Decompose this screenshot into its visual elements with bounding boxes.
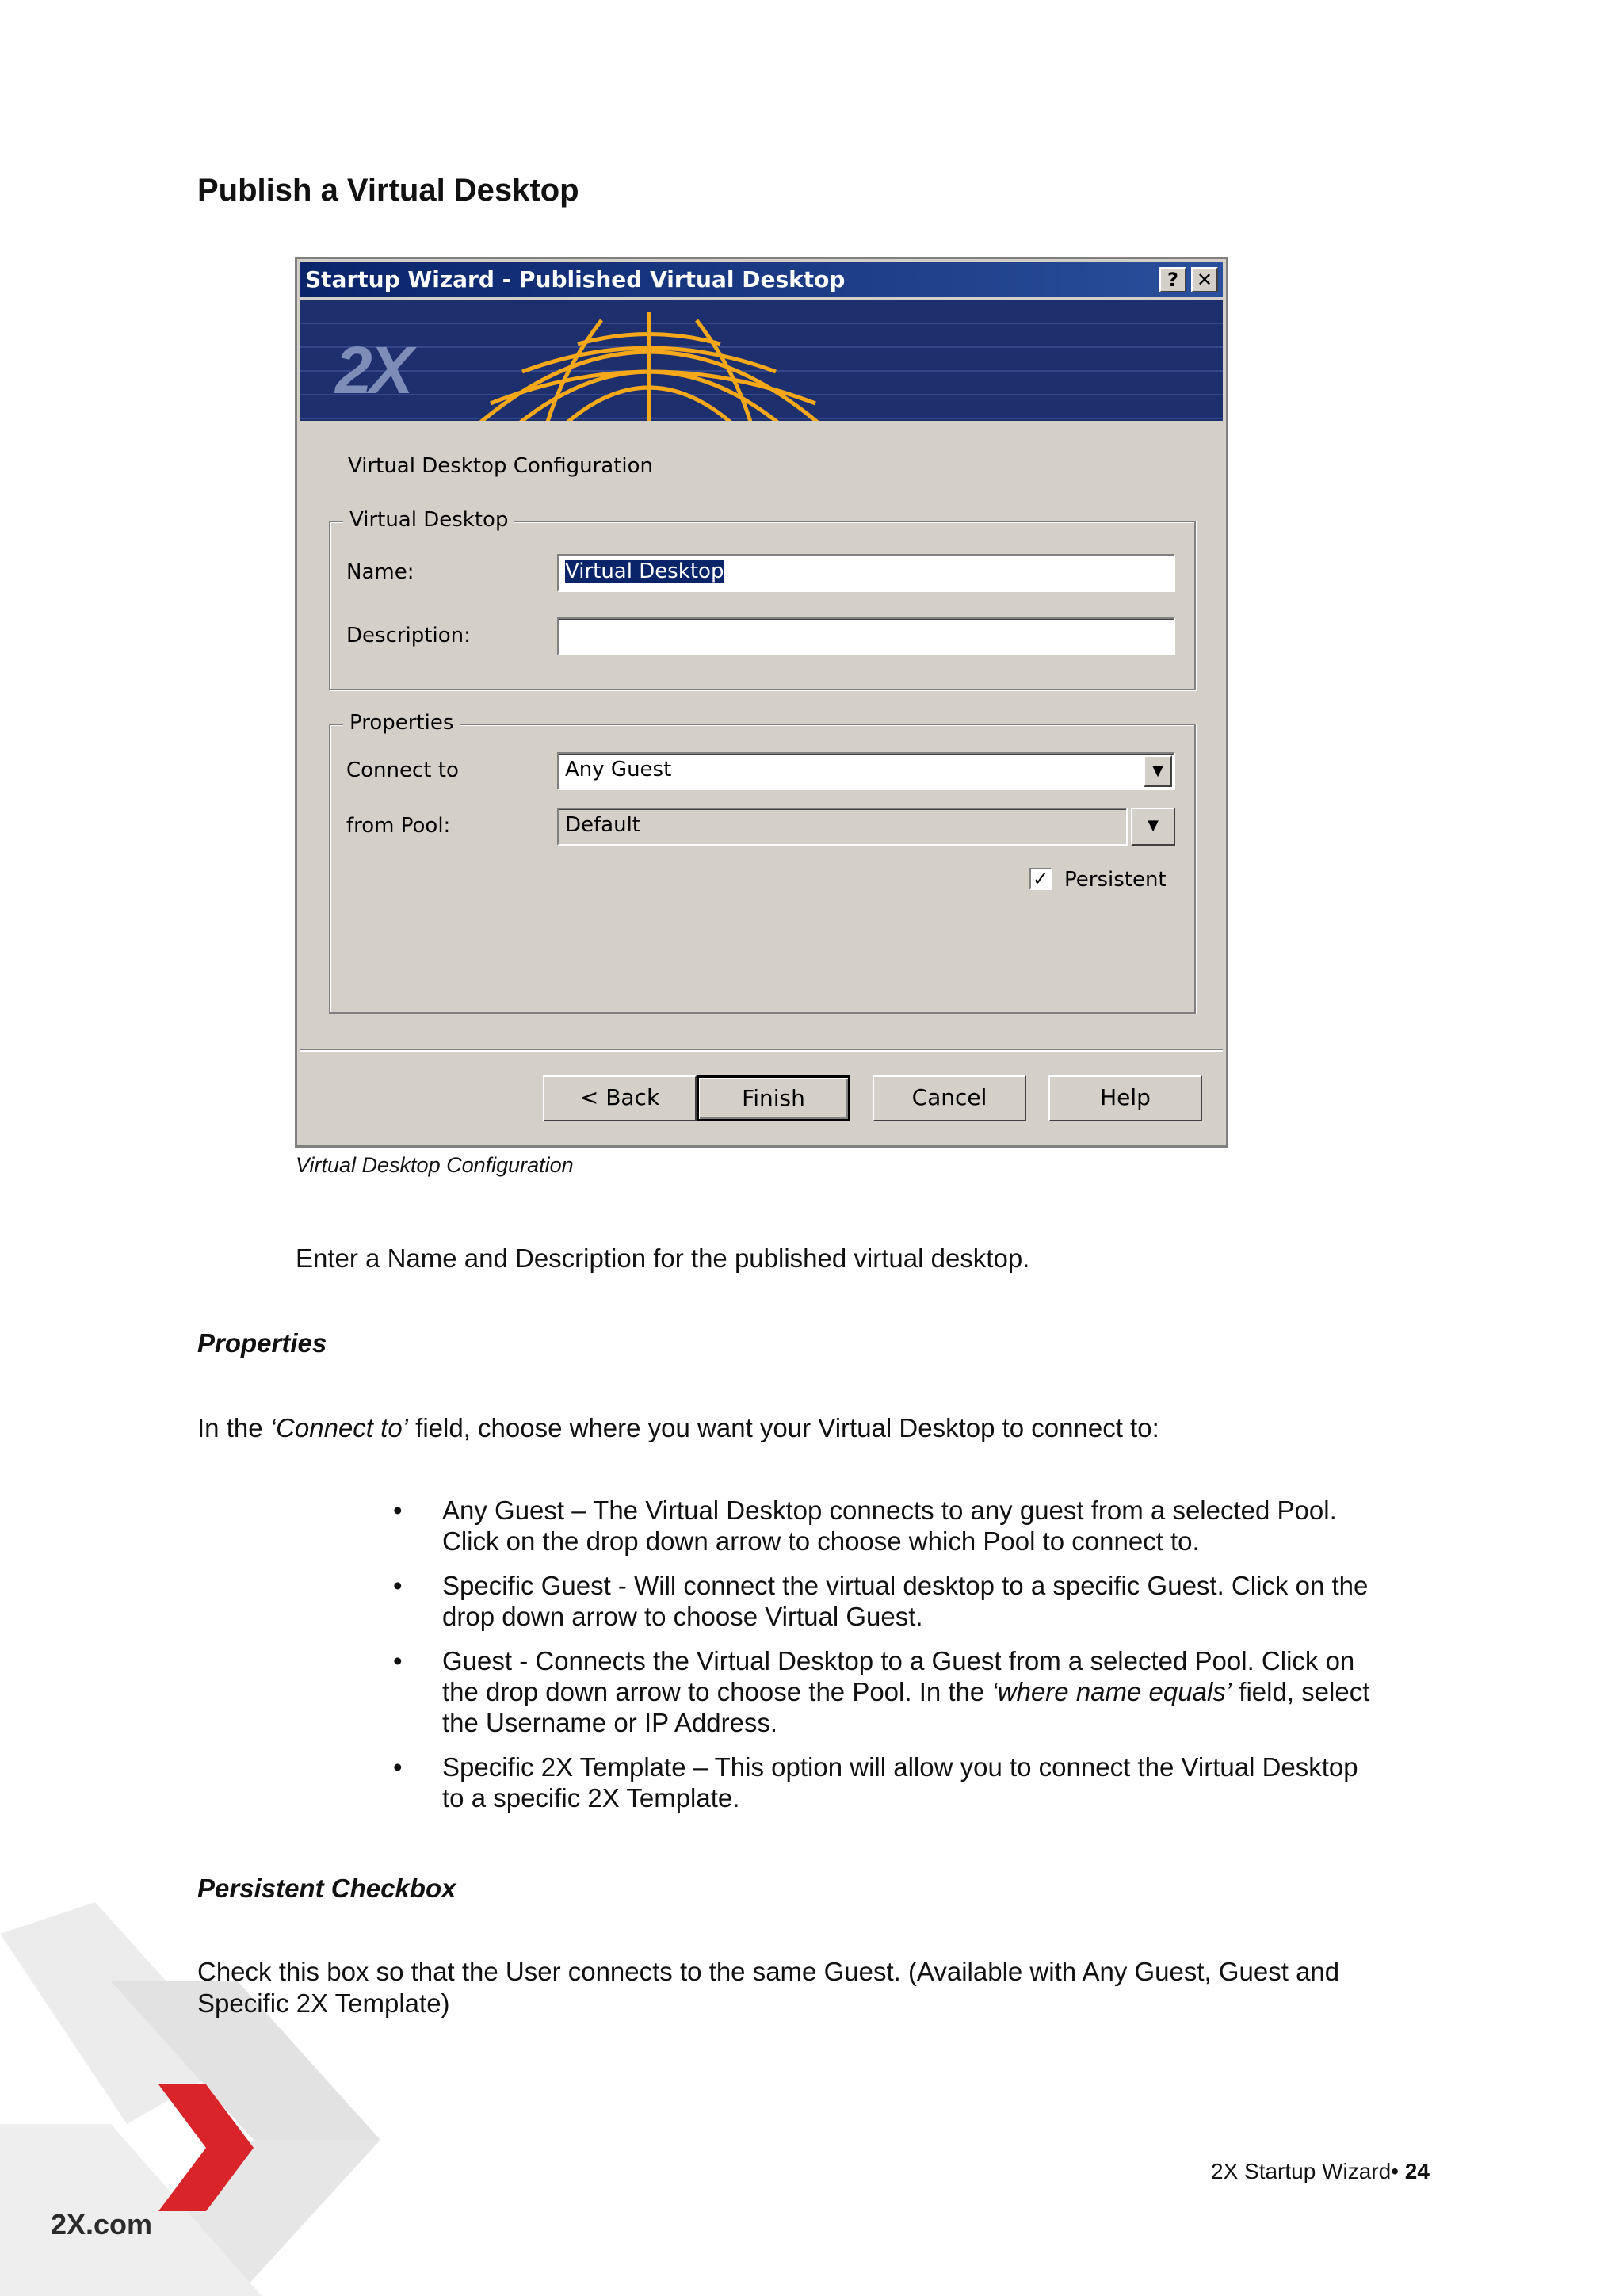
cancel-button[interactable]: Cancel: [873, 1075, 1026, 1121]
persistent-checkbox-heading: Persistent Checkbox: [197, 1874, 456, 1903]
back-button[interactable]: < Back: [543, 1075, 697, 1121]
properties-heading: Properties: [197, 1328, 327, 1358]
connect-para-pre: In the: [197, 1413, 270, 1442]
section-title: Virtual Desktop Configuration: [348, 454, 654, 478]
list-item-text: Any Guest – The Virtual Desktop connects to any guest from a selected Pool. Click on the drop down arrow to choose which Pool to connect to.: [442, 1496, 1337, 1556]
finish-button[interactable]: Finish: [697, 1075, 850, 1121]
connect-to-value: Any Guest: [565, 758, 672, 781]
dialog-titlebar: [300, 262, 1223, 297]
list-item-text: Specific Guest - Will connect the virtual desktop to a specific Guest. Click on the drop down arrow to choose Virtual Guest.: [442, 1571, 1369, 1631]
from-pool-label: from Pool:: [346, 814, 451, 838]
name-input-value: Virtual Desktop: [565, 560, 724, 583]
connect-to-select[interactable]: [557, 752, 1175, 790]
from-pool-dropdown-icon[interactable]: ▼: [1131, 808, 1175, 846]
list-item-post: field, select the Username or IP Address.: [442, 1677, 1370, 1737]
persistent-paragraph: Check this box so that the User connects to the same Guest. (Available with Any Guest, Guest and Specific 2X Template): [197, 1957, 1340, 2018]
connect-to-paragraph: [197, 1412, 1159, 1444]
list-item-pre: Guest - Connects the Virtual Desktop to a Guest from a selected Pool. Click on the drop down arrow to choose the Pool. In the: [442, 1646, 1355, 1706]
connect-to-dropdown-icon[interactable]: ▼: [1144, 755, 1172, 787]
list-item-em: ‘where name equals’: [991, 1677, 1232, 1706]
virtual-desktop-group: [329, 521, 1196, 690]
connect-to-label: Connect to: [346, 758, 459, 782]
virtual-desktop-group-title: Virtual Desktop: [343, 508, 514, 532]
help-icon[interactable]: ?: [1159, 267, 1186, 292]
list-item: • Specific Guest - Will connect the virtual desktop to a specific Guest. Click on the drop down arrow to choose Virtual Guest.: [393, 1571, 1369, 1631]
from-pool-select[interactable]: [557, 808, 1128, 846]
button-separator: [300, 1049, 1223, 1052]
name-input[interactable]: [557, 554, 1175, 592]
description-input[interactable]: [557, 617, 1175, 655]
page-heading: Publish a Virtual Desktop: [197, 173, 579, 208]
page-footer: [1211, 2159, 1430, 2184]
connect-para-post: field, choose where you want your Virtual Desktop to connect to:: [408, 1413, 1159, 1442]
connect-options-list: [393, 1495, 1376, 1827]
watermark-logo-text: 2X.com: [51, 2208, 153, 2241]
properties-group-title: Properties: [343, 711, 460, 735]
globe-icon: [443, 308, 855, 421]
description-label: Description:: [346, 624, 471, 648]
persistent-checkbox[interactable]: ✓: [1029, 868, 1052, 890]
wizard-banner: [300, 300, 1223, 421]
list-item: • Guest - Connects the Virtual Desktop to a Guest from a selected Pool. Click on the drop down arrow to choose the Pool. In the ‘where name equals’ field, select the Username or IP Address.: [393, 1646, 1370, 1737]
list-item-text: Specific 2X Template – This option will allow you to connect the Virtual Desktop to a specific 2X Template.: [442, 1752, 1358, 1813]
dialog-title: Startup Wizard - Published Virtual Desktop: [305, 266, 846, 292]
banner-logo: 2X: [335, 333, 411, 407]
startup-wizard-dialog: [295, 257, 1228, 1148]
name-label: Name:: [346, 560, 414, 584]
footer-label: 2X Startup Wizard•: [1211, 2159, 1400, 2183]
help-button[interactable]: Help: [1048, 1075, 1202, 1121]
intro-paragraph: Enter a Name and Description for the published virtual desktop.: [296, 1244, 1030, 1273]
persistent-label: Persistent: [1064, 868, 1167, 892]
page-number: 24: [1404, 2159, 1430, 2183]
figure-caption: Virtual Desktop Configuration: [296, 1153, 574, 1177]
from-pool-value: Default: [565, 813, 640, 837]
list-item: • Any Guest – The Virtual Desktop connects to any guest from a selected Pool. Click on the drop down arrow to choose which Pool to connect to.: [393, 1496, 1337, 1556]
close-icon[interactable]: ✕: [1191, 267, 1218, 292]
list-item: • Specific 2X Template – This option will allow you to connect the Virtual Desktop to a specific 2X Template.: [393, 1752, 1358, 1813]
connect-para-em: ‘Connect to’: [269, 1413, 408, 1442]
